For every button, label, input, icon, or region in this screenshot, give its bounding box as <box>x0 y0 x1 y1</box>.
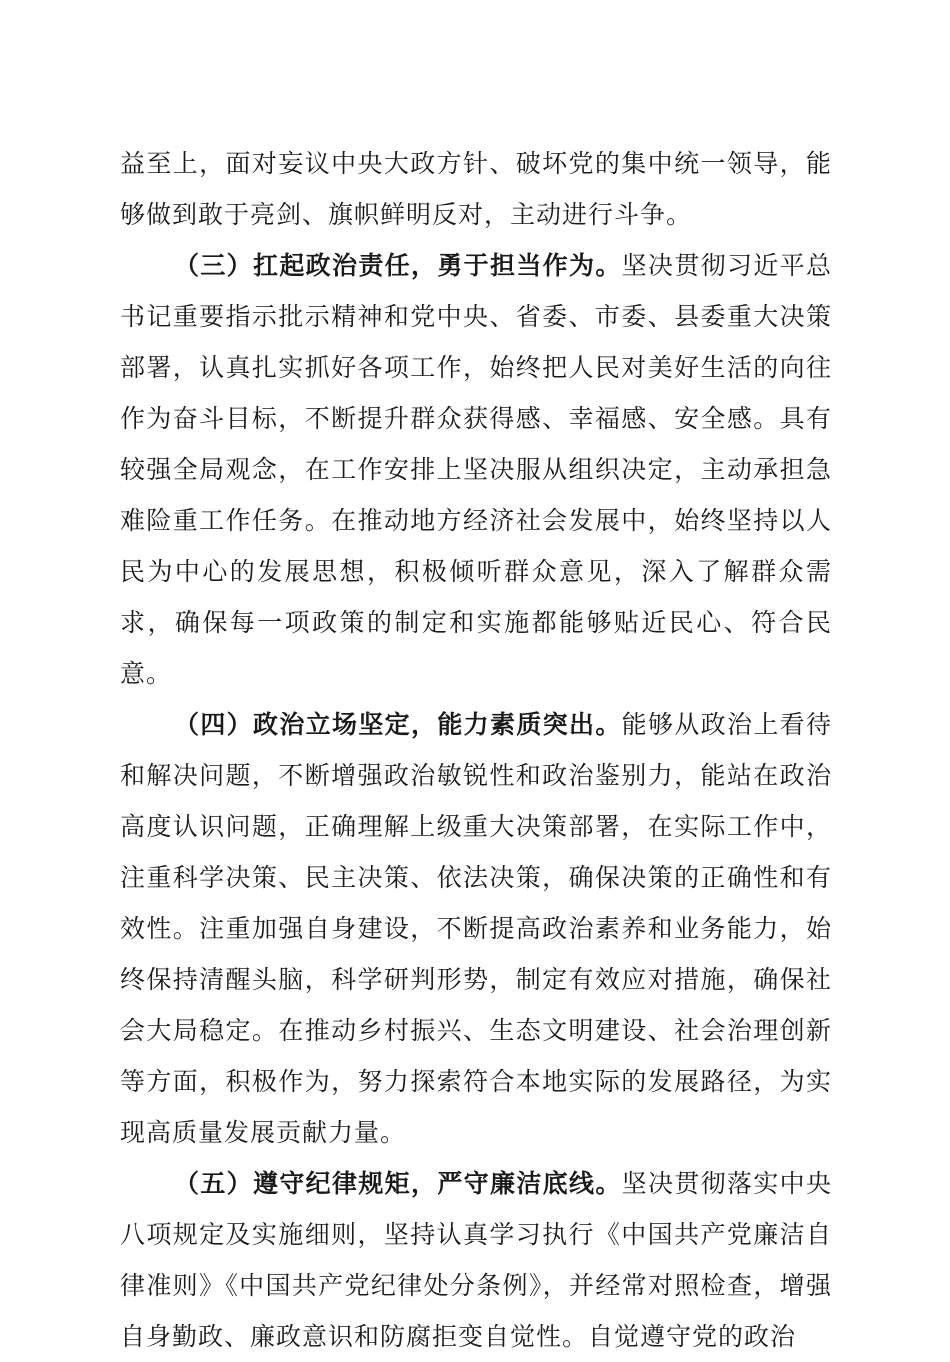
paragraph-text: 坚决贯彻习近平总书记重要指示批示精神和党中央、省委、市委、县委重大决策部署，认真扎实抓好各项工作，始终把人民对美好生活的向往作为奋斗目标，不断提升群众获得感、幸福感、安全感。具有较强全局观念，在工作安排上坚决服从组织决定，主动承担急难险重工作任务。在推动地方经济社会发展中，始终坚持以人民为中心的发展思想，积极倾听群众意见，深入了解群众需求，确保每一项政策的制定和实施都能够贴近民心、符合民意。 <box>120 251 832 688</box>
paragraph-section-3 <box>120 240 832 699</box>
section-heading: （五）遵守纪律规矩，严守廉洁底线。 <box>174 1169 622 1198</box>
section-heading: （四）政治立场坚定，能力素质突出。 <box>174 710 622 739</box>
paragraph-text: 能够从政治上看待和解决问题，不断增强政治敏锐性和政治鉴别力，能站在政治高度认识问题，正确理解上级重大决策部署，在实际工作中，注重科学决策、民主决策、依法决策，确保决策的正确性和有效性。注重加强自身建设，不断提高政治素养和业务能力，始终保持清醒头脑，科学研判形势，制定有效应对措施，确保社会大局稳定。在推动乡村振兴、生态文明建设、社会治理创新等方面，积极作为，努力探索符合本地实际的发展路径，为实现高质量发展贡献力量。 <box>120 710 832 1147</box>
paragraph-text: 益至上，面对妄议中央大政方针、破坏党的集中统一领导，能够做到敢于亮剑、旗帜鲜明反对，主动进行斗争。 <box>120 149 832 229</box>
paragraph-section-5 <box>120 1158 832 1362</box>
section-heading: （三）扛起政治责任，勇于担当作为。 <box>174 251 622 280</box>
paragraph-text: 坚决贯彻落实中央八项规定及实施细则，坚持认真学习执行《中国共产党廉洁自律准则》《中国共产党纪律处分条例》，并经常对照检查，增强自身勤政、廉政意识和防腐拒变自觉性。自觉遵守党的政治 <box>120 1169 832 1351</box>
paragraph-section-4 <box>120 699 832 1158</box>
paragraph-continuation <box>120 138 832 240</box>
document-body <box>120 138 832 1362</box>
